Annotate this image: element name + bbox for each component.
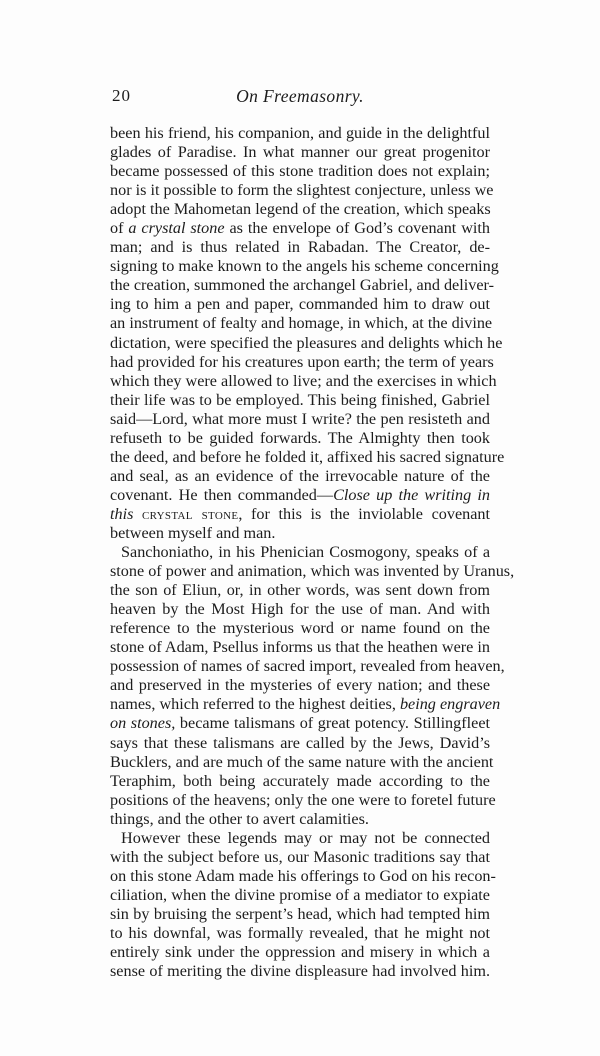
text-line: [110, 638, 490, 657]
text-line: [110, 486, 490, 505]
page-header: [110, 84, 490, 110]
text-segment: with the subject before us, our Masonic traditions say that: [110, 847, 490, 866]
text-segment: been his friend, his companion, and guide in the delightful: [110, 124, 490, 142]
text-segment: an instrument of fealty and homage, in which, at the divine: [110, 314, 493, 333]
text-segment: adopt the Mahometan legend of the creation, which speaks: [110, 200, 491, 219]
text-line: [110, 524, 490, 543]
text-line: [110, 257, 499, 276]
text-line: [110, 505, 490, 524]
text-segment: ing to him a pen and paper, commanded him to draw out: [110, 295, 490, 314]
text-line: [110, 676, 490, 695]
text-line: [110, 886, 490, 905]
text-segment: of: [110, 219, 129, 238]
text-line: [110, 734, 490, 753]
body-text: [110, 124, 515, 1024]
text-segment: nor is it possible to form the slightest conjecture, unless we: [110, 181, 494, 200]
text-segment: [133, 505, 142, 523]
text-segment: entirely sink under the oppression and misery in which a: [110, 943, 490, 962]
text-segment: to his downfal, was formally revealed, that he might not: [110, 923, 490, 942]
text-line: [110, 391, 490, 410]
text-segment: became possessed of this stone tradition does not explain;: [110, 162, 490, 181]
running-head: On Freemasonry.: [236, 86, 364, 106]
text-segment: between myself and man.: [110, 523, 276, 542]
text-segment: on this stone Adam made his offerings to God on his recon-: [110, 866, 496, 885]
text-line: [110, 562, 515, 581]
text-segment: as the envelope of God’s covenant with: [224, 219, 491, 238]
text-line: [110, 943, 490, 962]
text-line: [110, 371, 497, 391]
text-segment: sense of meriting the divine displeasure had involved him.: [110, 962, 490, 981]
text-segment: However these legends may or may not be connected: [121, 828, 490, 847]
text-line: [110, 295, 490, 314]
text-line: [110, 829, 490, 848]
text-line: [110, 447, 505, 467]
text-segment: glades of Paradise. In what manner our great progenitor: [110, 143, 490, 162]
text-line: [110, 429, 490, 448]
text-segment: the son of Eliun, or, in other words, was sent down from: [110, 581, 490, 600]
text-line: [110, 467, 490, 486]
text-segment: Teraphim, both being accurately made according to the: [110, 771, 490, 790]
text-line: [110, 200, 490, 219]
text-segment: the creation, summoned the archangel Gabriel, and deliver-: [110, 276, 494, 295]
text-segment: things, and the other to avert calamities.: [110, 809, 369, 828]
text-line: [110, 695, 501, 714]
text-line: [110, 924, 490, 943]
text-line: [110, 962, 490, 981]
text-segment: says that these talismans are called by the Jews, David’s: [110, 733, 490, 752]
text-segment: names, which referred to the highest deities,: [110, 695, 400, 714]
text-line: [110, 276, 494, 295]
text-segment: stone of power and animation, which was invented by Uranus,: [110, 562, 515, 581]
text-segment: signing to make known to the angels his scheme concerning: [110, 257, 499, 276]
text-segment: man; and is thus related in Rabadan. The Creator, de-: [110, 238, 490, 257]
text-segment: dictation, were specified the pleasures and delights which he: [110, 333, 503, 352]
text-segment: , for this is the inviolable covenant: [238, 504, 491, 523]
text-segment: positions of the heavens; only the one were to foretel future: [110, 790, 496, 809]
text-line: [110, 790, 496, 810]
small-caps-text: crystal stone: [142, 504, 239, 523]
page-number: 20: [112, 86, 131, 105]
text-line: [110, 866, 496, 886]
text-segment: covenant. He then commanded—: [110, 485, 334, 504]
italic-text: being engraven: [399, 695, 501, 714]
text-line: [110, 581, 490, 600]
text-line: [110, 714, 490, 733]
text-segment: Bucklers, and are much of the same nature with the ancient: [110, 752, 494, 771]
text-line: [110, 810, 490, 829]
text-segment: reference to the mysterious word or name found on the: [110, 619, 490, 638]
text-line: [110, 238, 490, 257]
text-segment: and preserved in the mysteries of every nation; and these: [110, 676, 490, 695]
text-segment: sin by bruising the serpent’s head, which had tempted him: [110, 904, 490, 923]
text-line: [110, 543, 490, 562]
italic-text: a crystal stone: [128, 219, 225, 238]
text-segment: and seal, as an evidence of the irrevocable nature of the: [110, 466, 490, 485]
text-line: [110, 219, 490, 238]
text-segment: the deed, and before he folded it, affixed his sacred signature: [110, 447, 505, 466]
italic-text: Close up the writing in: [333, 485, 490, 504]
text-segment: heaven by the Most High for the use of man. And with: [110, 600, 490, 619]
text-line: [110, 143, 490, 162]
text-segment: said—Lord, what more must I write? the pen resisteth and: [110, 409, 490, 428]
text-line: [110, 772, 490, 791]
text-line: [110, 352, 494, 372]
italic-text: this: [110, 504, 134, 523]
text-segment: Sanchoniatho, in his Phenician Cosmogony, speaks of a: [121, 543, 490, 562]
text-segment: had provided for his creatures upon earth; the term of years: [110, 352, 494, 371]
text-segment: which they were allowed to live; and the exercises in which: [110, 371, 497, 390]
text-line: [110, 619, 490, 638]
text-segment: became talismans of great potency. Stillingfleet: [175, 714, 491, 733]
text-line: [110, 181, 494, 200]
text-line: [110, 905, 490, 924]
text-line: [110, 410, 490, 429]
text-line: [110, 124, 490, 143]
text-line: [110, 752, 494, 772]
text-segment: refuseth to be guided forwards. The Almighty then took: [110, 428, 490, 447]
text-line: [110, 657, 505, 676]
text-line: [110, 333, 503, 353]
italic-text: on stones,: [110, 714, 176, 733]
text-segment: their life was to be employed. This being finished, Gabriel: [110, 390, 490, 409]
text-segment: possession of names of sacred import, revealed from heaven,: [110, 657, 505, 676]
text-line: [110, 162, 490, 181]
text-line: [110, 600, 490, 619]
text-segment: ciliation, when the divine promise of a mediator to expiate: [110, 885, 490, 904]
text-segment: stone of Adam, Psellus informs us that the heathen were in: [110, 638, 490, 657]
text-line: [110, 848, 490, 867]
text-line: [110, 314, 493, 333]
